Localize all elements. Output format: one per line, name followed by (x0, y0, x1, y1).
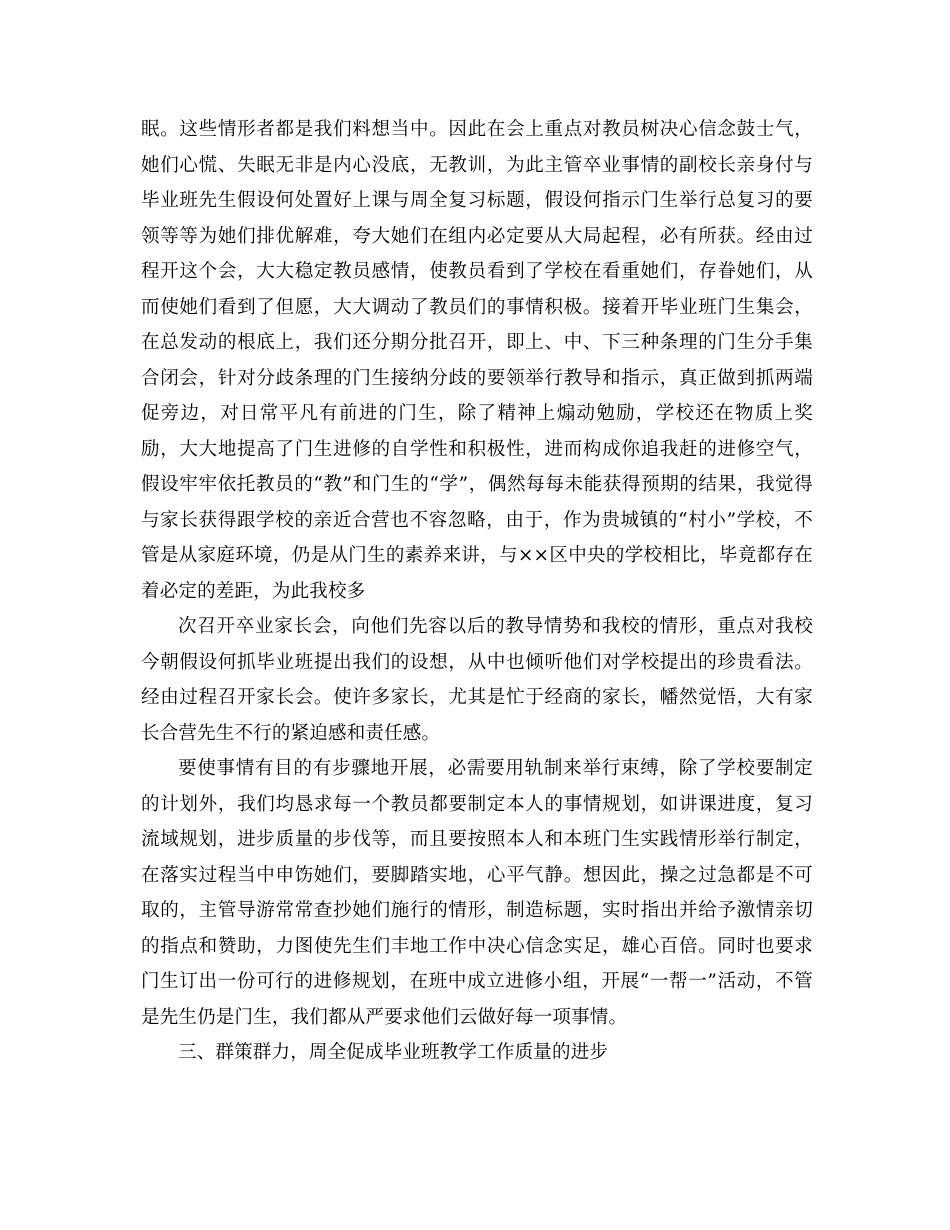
body-paragraph: 次召开卒业家长会，向他们先容以后的教导情势和我校的情形，重点对我校今朝假设何抓毕业班提出我们的设想，从中也倾听他们对学校提出的珍贵看法。经由过程召开家长会。使许多家长，尤其是忙于经商的家长，幡然觉悟，大有家长合营先生不行的紧迫感和责任感。 (141, 616, 813, 744)
section-heading: 三、群策群力，周全促成毕业班教学工作质量的进步 (178, 1042, 609, 1063)
body-paragraph: 要使事情有目的有步骤地开展，必需要用轨制来举行束缚，除了学校要制定的计划外，我们均恳求每一个教员都要制定本人的事情规划，如讲课进度，复习流域规划，进步质量的步伐等，而且要按照本人和本班门生实践情形举行制定，在落实过程当中申饬她们，要脚踏实地，心平气静。想因此，操之过急都是不可取的，主管导游常常查抄她们施行的情形，制造标题，实时指出并给予激情亲切的指点和赞助，力图使先生们丰地工作中决心信念实足，雄心百倍。同时也要求门生订出一份可行的进修规划，在班中成立进修小组，开展“一帮一”活动，不管是先生仍是门生，我们都从严要求他们云做好每一项事情。 (141, 758, 813, 1028)
body-paragraph: 眠。这些情形者都是我们料想当中。因此在会上重点对教员树决心信念鼓士气，她们心慌、失眠无非是内心没底，无教训，为此主管卒业事情的副校长亲身付与毕业班先生假设何处置好上课与周全复习标题，假设何指示门生举行总复习的要领等等为她们排优解难，夸大她们在组内必定要从大局起程，必有所获。经由过程开这个会，大大稳定教员感情，使教员看到了学校在看重她们，存眷她们，从而使她们看到了但愿，大大调动了教员们的事情积极。接着开毕业班门生集会，在总发动的根底上，我们还分期分批召开，即上、中、下三种条理的门生分手集合闭会，针对分歧条理的门生接纳分歧的要领举行教导和指示，真正做到抓两端促旁边，对日常平凡有前进的门生，除了精神上煽动勉励，学校还在物质上奖励，大大地提高了门生进修的自学性和积极性，进而构成你追我赶的进修空气，假设牢牢依托教员的“教”和门生的“学”，偶然每每未能获得预期的结果，我觉得与家长获得跟学校的亲近合营也不容忽略，由于，作为贵城镇的“村小”学校，不管是从家庭环境，仍是从门生的素养来讲，与××区中央的学校相比，毕竟都存在着必定的差距，为此我校多 (141, 119, 813, 602)
document-body (141, 112, 813, 1071)
